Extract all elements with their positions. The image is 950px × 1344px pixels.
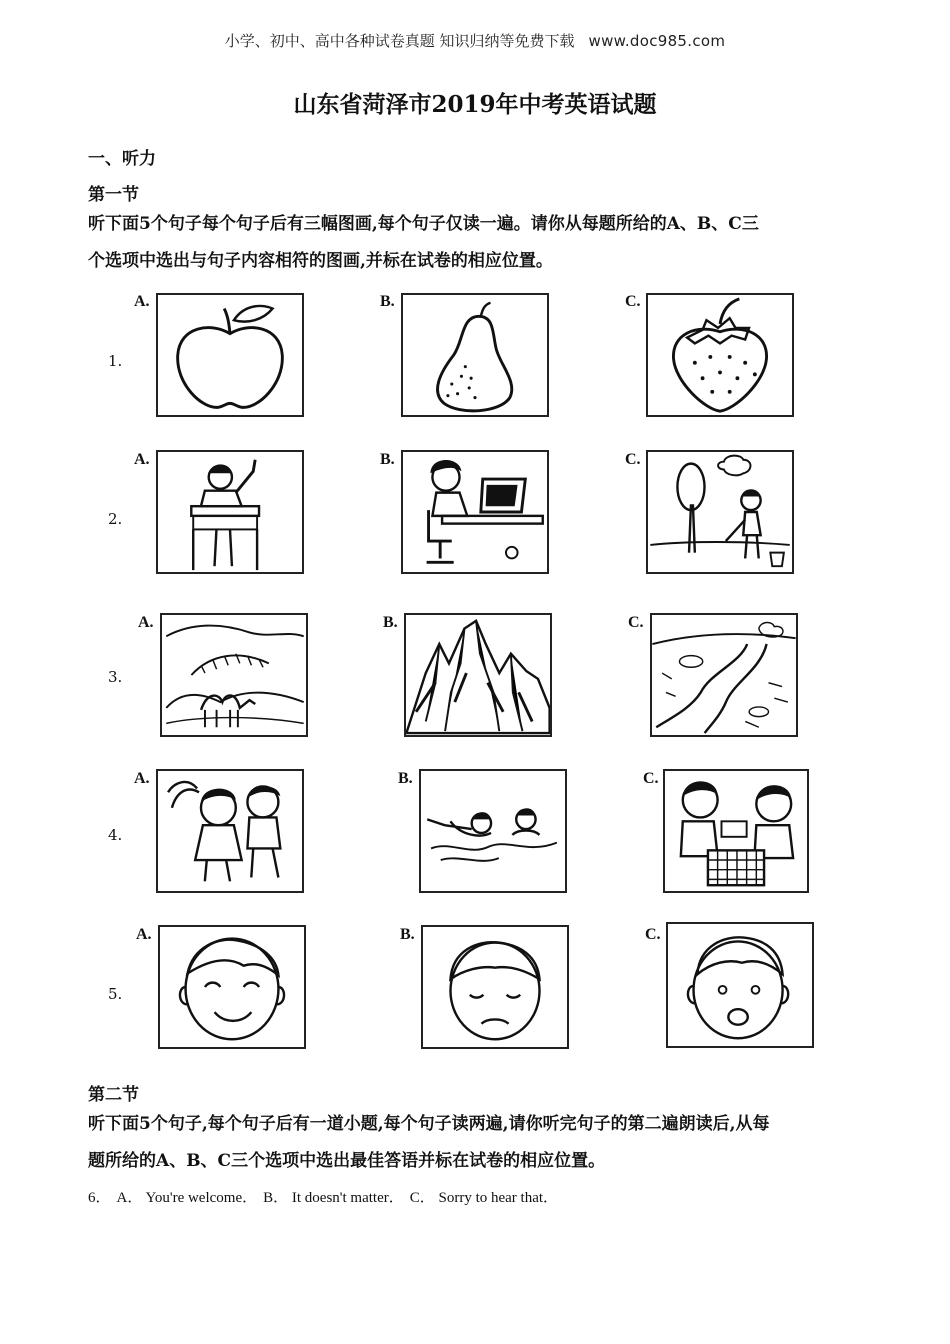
q5-option-b-picture[interactable] — [421, 925, 569, 1049]
question-6-option-c[interactable]: C． Sorry to hear that． — [409, 1190, 559, 1206]
q5-option-b-label: B. — [400, 926, 415, 943]
part1-heading: 第一节 — [88, 185, 139, 205]
kids-swimming-icon — [421, 771, 565, 891]
q1-option-c-picture[interactable] — [646, 293, 794, 417]
question-number-5: 5. — [108, 985, 123, 1003]
q3-option-c-label: C. — [628, 614, 644, 631]
q3-option-a-label: A. — [138, 614, 154, 631]
q2-option-c-label: C. — [625, 451, 641, 468]
river-landscape-icon — [652, 615, 796, 735]
q4-option-a-picture[interactable] — [156, 769, 304, 893]
kids-playing-chess-icon — [665, 771, 807, 891]
strawberry-icon — [648, 295, 792, 415]
q5-option-a-picture[interactable] — [158, 925, 306, 1049]
sad-face-icon — [423, 927, 567, 1047]
q5-option-c-picture[interactable] — [666, 922, 814, 1048]
part2-instructions — [88, 1106, 868, 1180]
q5-option-c-label: C. — [645, 926, 661, 943]
question-6-number: 6． — [88, 1190, 111, 1206]
question-number-3: 3. — [108, 668, 123, 686]
q1-option-a-picture[interactable] — [156, 293, 304, 417]
header-text: 小学、初中、高中各种试卷真题 知识归纳等免费下载 — [224, 32, 575, 50]
boy-at-computer-icon — [403, 452, 547, 572]
kids-walking-icon — [158, 771, 302, 891]
part2-instruction-line2: 题所给的A、B、C三个选项中选出最佳答语并标在试卷的相应位置。 — [88, 1151, 606, 1171]
part1-instruction-line2: 个选项中选出与句子内容相符的图画,并标在试卷的相应位置。 — [88, 251, 553, 271]
question-number-1: 1. — [108, 352, 123, 370]
q3-option-b-label: B. — [383, 614, 398, 631]
desert-camel-icon — [162, 615, 306, 735]
q2-option-c-picture[interactable] — [646, 450, 794, 574]
q1-option-a-label: A. — [134, 293, 150, 310]
part1-instructions — [88, 206, 868, 280]
part2-heading: 第二节 — [88, 1085, 139, 1105]
q3-option-c-picture[interactable] — [650, 613, 798, 737]
q4-option-c-picture[interactable] — [663, 769, 809, 893]
student-at-desk-icon — [158, 452, 302, 572]
question-number-4: 4. — [108, 826, 123, 844]
q5-option-a-label: A. — [136, 926, 152, 943]
q4-option-b-label: B. — [398, 770, 413, 787]
mountains-icon — [406, 615, 550, 735]
surprised-face-icon — [668, 924, 812, 1046]
q1-option-c-label: C. — [625, 293, 641, 310]
q1-option-b-label: B. — [380, 293, 395, 310]
happy-face-icon — [160, 927, 304, 1047]
pear-icon — [403, 295, 547, 415]
q2-option-b-label: B. — [380, 451, 395, 468]
q2-option-a-picture[interactable] — [156, 450, 304, 574]
part1-instruction-line1: 听下面5个句子每个句子后有三幅图画,每个句子仅读一遍。请你从每题所给的A、B、C三 — [88, 214, 759, 234]
question-number-2: 2. — [108, 510, 123, 528]
boy-planting-tree-icon — [648, 452, 792, 572]
q4-option-b-picture[interactable] — [419, 769, 567, 893]
part2-instruction-line1: 听下面5个句子,每个句子后有一道小题,每个句子读两遍,请你听完句子的第二遍朗读后,从每 — [88, 1114, 770, 1134]
header-site-link[interactable]: www.doc985.com — [588, 32, 726, 50]
q1-option-b-picture[interactable] — [401, 293, 549, 417]
page-header — [0, 30, 950, 51]
question-6 — [88, 1186, 564, 1207]
q4-option-c-label: C. — [643, 770, 659, 787]
page-title: 山东省菏泽市2019年中考英语试题 — [293, 91, 657, 118]
q2-option-b-picture[interactable] — [401, 450, 549, 574]
section-heading-listening: 一、听力 — [88, 149, 156, 169]
q3-option-a-picture[interactable] — [160, 613, 308, 737]
q3-option-b-picture[interactable] — [404, 613, 552, 737]
question-6-option-a[interactable]: A． You're welcome． — [116, 1190, 258, 1206]
apple-icon — [158, 295, 302, 415]
q2-option-a-label: A. — [134, 451, 150, 468]
question-6-option-b[interactable]: B． It doesn't matter． — [263, 1190, 404, 1206]
q4-option-a-label: A. — [134, 770, 150, 787]
